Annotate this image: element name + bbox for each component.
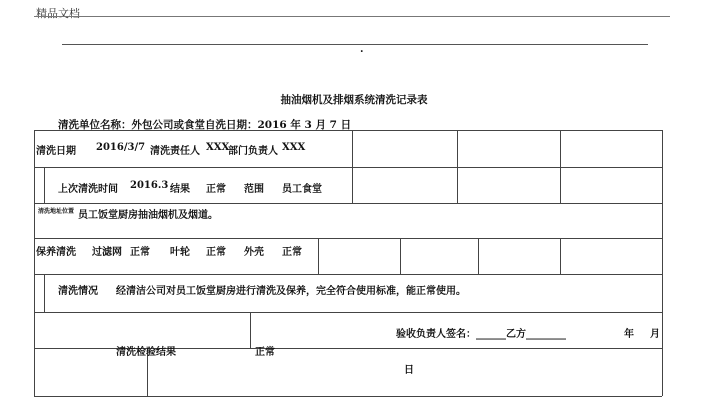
grid-line: [34, 396, 662, 397]
sign-year: 年: [624, 329, 634, 340]
cleaning-unit: 清洗单位名称：外包公司或食堂自洗: [58, 119, 226, 131]
grid-line: [34, 167, 662, 168]
impeller-label: 叶轮: [170, 247, 190, 258]
grid-line: [560, 238, 561, 274]
grid-line: [560, 130, 561, 203]
cleaning-date-label: 清洗日期: [36, 146, 76, 157]
last-cleaning-label: 上次清洗时间: [58, 184, 118, 195]
grid-line: [318, 238, 319, 274]
grid-line: [44, 274, 45, 312]
grid-line: [44, 167, 45, 203]
rule-dot: .: [360, 44, 364, 55]
inspection-result-value: 正常: [255, 347, 275, 358]
grid-line: [250, 312, 251, 348]
dept-head-label: 部门负责人: [228, 146, 278, 157]
cleaning-date-value: 2016/3/7: [96, 142, 146, 153]
grid-line: [34, 203, 662, 204]
responsible-label: 清洗责任人: [150, 146, 200, 157]
scope-label: 范围: [244, 184, 264, 195]
cleaning-status-text: 经清洁公司对员工饭堂厨房进行清洗及保养，完全符合使用标准，能正常使用。: [116, 286, 466, 297]
housing-label: 外壳: [244, 247, 264, 258]
location-value: 员工饭堂厨房抽油烟机及烟道。: [78, 210, 218, 221]
grid-line: [34, 238, 662, 239]
responsible-value: XXX: [206, 142, 230, 153]
result-label: 结果: [170, 184, 190, 195]
grid-line: [478, 238, 479, 274]
dept-head-value: XXX: [282, 142, 306, 153]
housing-value: 正常: [282, 247, 302, 258]
acceptance-signature: 验收负责人签名：______乙方________: [396, 329, 566, 340]
grid-line: [457, 130, 458, 203]
header-rule: [34, 16, 670, 17]
grid-line: [352, 130, 353, 203]
grid-line: [34, 312, 662, 313]
grid-line: [34, 274, 662, 275]
result-value: 正常: [206, 184, 226, 195]
impeller-value: 正常: [206, 247, 226, 258]
grid-line: [400, 238, 401, 274]
filter-label: 过滤网: [92, 247, 122, 258]
location-label: 清洗地址位置: [38, 208, 75, 215]
sign-month: 月: [650, 329, 660, 340]
grid-line: [34, 130, 35, 396]
maintenance-label: 保养清洗: [36, 247, 76, 258]
cleaning-status-label: 清洗情况: [58, 286, 98, 297]
secondary-rule: [62, 44, 648, 45]
grid-line: [662, 130, 663, 396]
last-cleaning-value: 2016.3: [130, 180, 169, 191]
scope-value: 员工食堂: [282, 184, 322, 195]
document-header-label: 精品文档: [36, 7, 80, 20]
form-date: 日期：2016 年 3 月 7 日: [226, 119, 352, 131]
form-title: 抽油烟机及排烟系统清洗记录表: [280, 94, 428, 106]
sign-day: 日: [404, 365, 414, 376]
filter-value: 正常: [130, 247, 150, 258]
inspection-result-label: 清洗检验结果: [116, 347, 176, 358]
